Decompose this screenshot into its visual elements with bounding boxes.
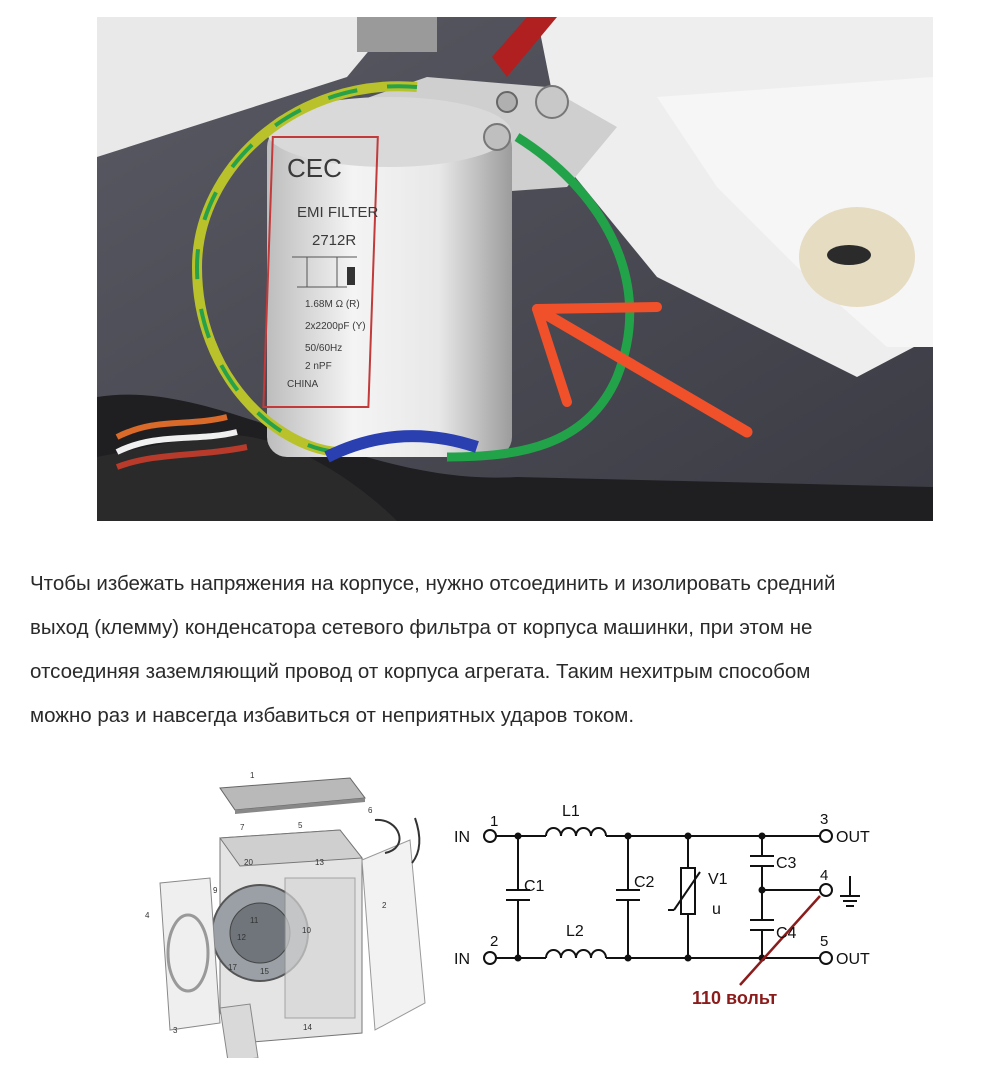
terminal-2 — [484, 952, 496, 964]
part-15: 15 — [260, 967, 269, 976]
cap-line2: EMI FILTER — [297, 204, 379, 221]
part-11: 11 — [250, 916, 259, 925]
c1-label: C1 — [524, 878, 545, 895]
cap-spec3: 50/60Hz — [305, 343, 343, 354]
part-2: 2 — [382, 901, 387, 910]
part-17: 17 — [228, 963, 237, 972]
terminal-2-label: 2 — [490, 933, 499, 950]
paragraph-line: Чтобы избежать напряжения на корпусе, нужно отсоединить и изолировать средний — [30, 572, 836, 595]
part-9: 9 — [213, 886, 218, 895]
part-5: 5 — [298, 821, 303, 830]
cap-model: 2712R — [312, 232, 357, 249]
voltage-note: 110 вольт — [692, 988, 778, 1008]
l1-label: L1 — [562, 803, 580, 820]
in-top-label: IN — [454, 829, 470, 846]
paragraph-line: можно раз и навсегда избавиться от неприятных ударов током. — [30, 704, 635, 727]
explanation-paragraph — [30, 562, 980, 738]
c3-label: C3 — [776, 855, 797, 872]
filter-schematic — [450, 800, 890, 1020]
terminal-5-label: 5 — [820, 933, 829, 950]
terminal-3-label: 3 — [820, 811, 829, 828]
cap-spec2: 2x2200pF (Y) — [305, 321, 366, 332]
part-6: 6 — [368, 806, 373, 815]
cap-origin: CHINA — [287, 379, 319, 390]
c4-label: C4 — [776, 925, 797, 942]
part-10: 10 — [302, 926, 311, 935]
cap-brand: CEC — [287, 153, 342, 183]
part-3: 3 — [173, 1026, 178, 1035]
terminal-3 — [820, 830, 832, 842]
terminal-5 — [820, 952, 832, 964]
part-4: 4 — [145, 911, 150, 920]
terminal-1-label: 1 — [490, 813, 499, 830]
washing-machine-diagram — [140, 768, 440, 1058]
part-13: 13 — [315, 858, 324, 867]
in-bottom-label: IN — [454, 951, 470, 968]
part-14: 14 — [303, 1023, 312, 1032]
part-12: 12 — [237, 933, 246, 942]
v1-label: V1 — [708, 871, 728, 888]
part-1: 1 — [250, 771, 255, 780]
u-label: u — [712, 901, 721, 918]
terminal-1 — [484, 830, 496, 842]
part-7: 7 — [240, 823, 245, 832]
terminal-4 — [820, 884, 832, 896]
paragraph-line: отсоединяя заземляющий провод от корпуса агрегата. Таким нехитрым способом — [30, 660, 811, 683]
out-top-label: OUT — [836, 829, 870, 846]
out-bottom-label: OUT — [836, 951, 870, 968]
paragraph-line: выход (клемму) конденсатора сетевого фильтра от корпуса машинки, при этом не — [30, 616, 813, 639]
terminal-4-label: 4 — [820, 867, 829, 884]
cap-spec1: 1.68M Ω (R) — [305, 299, 360, 310]
l2-label: L2 — [566, 923, 584, 940]
cap-spec4: 2 nPF — [305, 361, 332, 372]
capacitor-photo — [97, 17, 933, 521]
c2-label: C2 — [634, 874, 655, 891]
part-20: 20 — [244, 858, 253, 867]
